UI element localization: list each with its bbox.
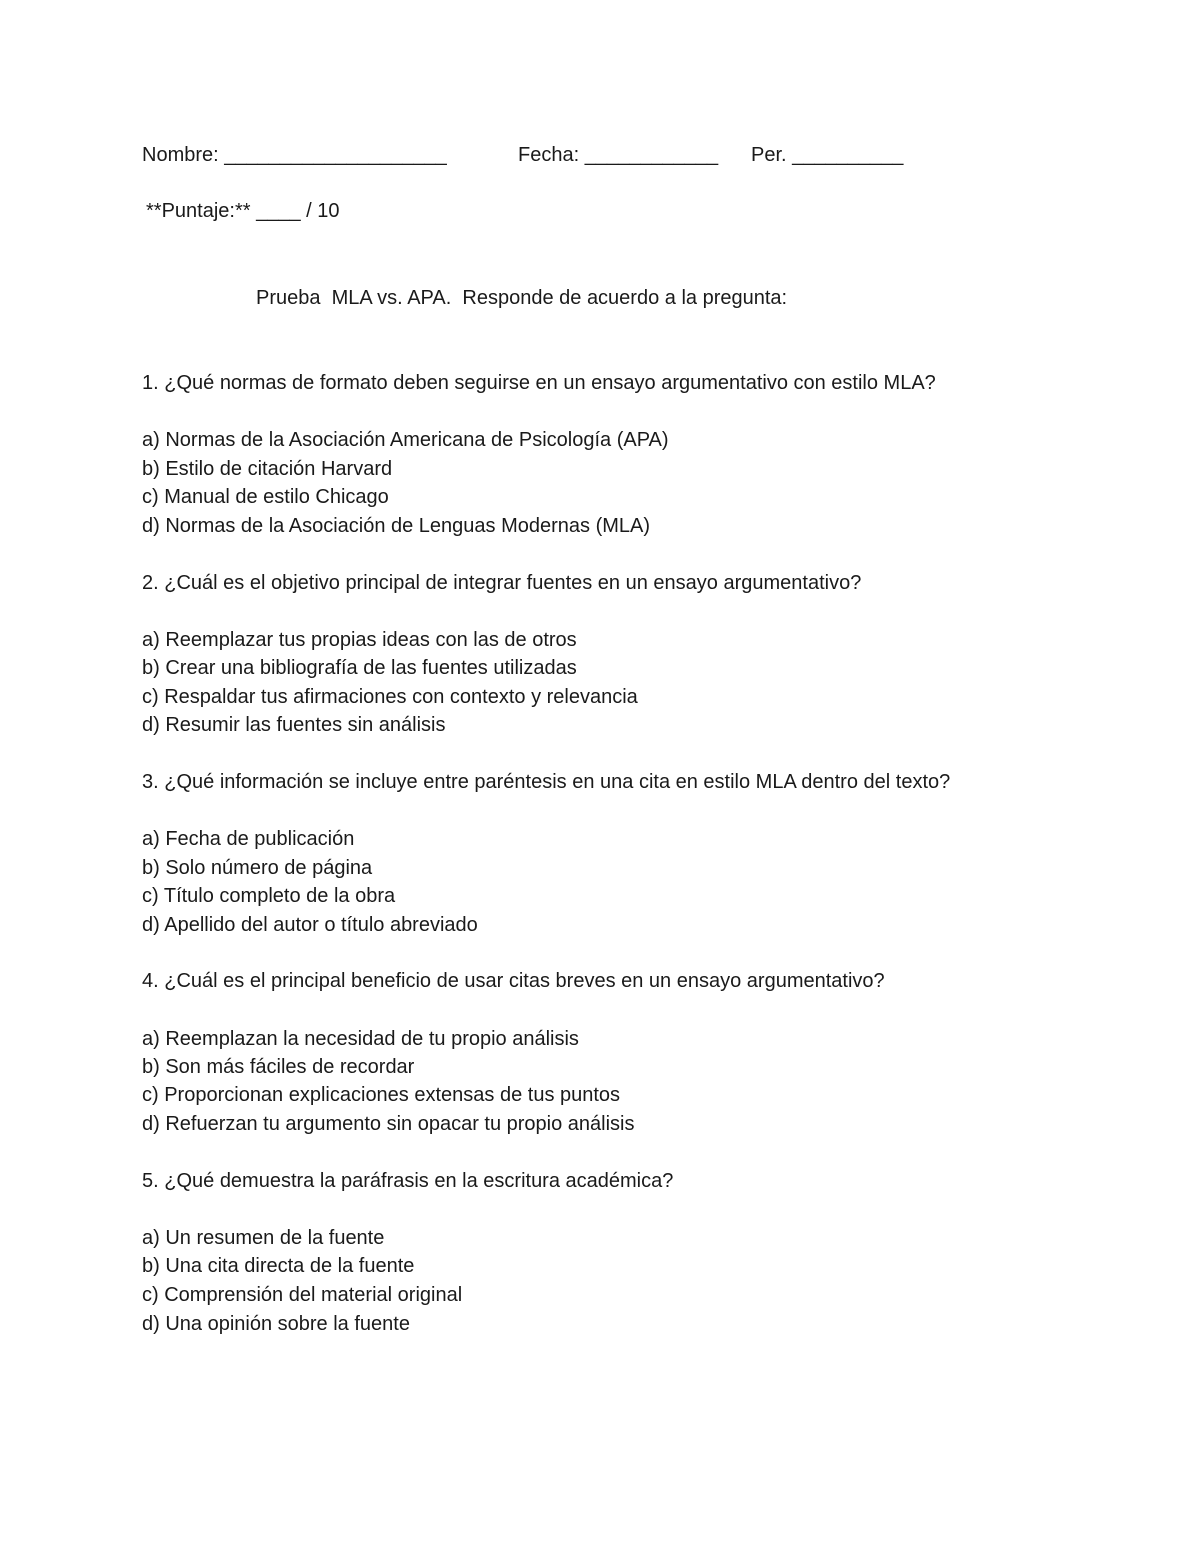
answer-option: b) Son más fáciles de recordar bbox=[142, 1056, 415, 1078]
answer-option: d) Resumir las fuentes sin análisis bbox=[142, 714, 446, 736]
answer-option: d) Normas de la Asociación de Lenguas Modernas (MLA) bbox=[142, 515, 651, 537]
answer-option: c) Manual de estilo Chicago bbox=[142, 486, 389, 508]
score-line: **Puntaje:** ____ / 10 bbox=[146, 200, 340, 222]
answer-option: c) Proporcionan explicaciones extensas de tus puntos bbox=[142, 1084, 621, 1106]
answer-option: b) Estilo de citación Harvard bbox=[142, 458, 393, 480]
question-text: 5. ¿Qué demuestra la paráfrasis en la escritura académica? bbox=[142, 1170, 674, 1192]
student-info-row bbox=[142, 143, 1042, 167]
answer-option: a) Un resumen de la fuente bbox=[142, 1227, 385, 1249]
answer-option: a) Reemplazan la necesidad de tu propio análisis bbox=[142, 1028, 579, 1050]
answer-option: d) Apellido del autor o título abreviado bbox=[142, 914, 478, 936]
answer-option: d) Refuerzan tu argumento sin opacar tu propio análisis bbox=[142, 1113, 635, 1135]
answer-option: b) Una cita directa de la fuente bbox=[142, 1255, 415, 1277]
question-text: 4. ¿Cuál es el principal beneficio de usar citas breves en un ensayo argumentativo? bbox=[142, 970, 885, 992]
answer-option: a) Fecha de publicación bbox=[142, 828, 355, 850]
answer-option: b) Solo número de página bbox=[142, 857, 373, 879]
question-text: 3. ¿Qué información se incluye entre paréntesis en una cita en estilo MLA dentro del texto? bbox=[142, 771, 951, 793]
answer-option: a) Reemplazar tus propias ideas con las de otros bbox=[142, 629, 577, 651]
answer-option: a) Normas de la Asociación Americana de Psicología (APA) bbox=[142, 429, 669, 451]
question-text: 1. ¿Qué normas de formato deben seguirse en un ensayo argumentativo con estilo MLA? bbox=[142, 372, 936, 394]
date-field: Fecha: ____________ bbox=[518, 144, 719, 166]
answer-option: c) Respaldar tus afirmaciones con contexto y relevancia bbox=[142, 686, 638, 708]
question-text: 2. ¿Cuál es el objetivo principal de integrar fuentes en un ensayo argumentativo? bbox=[142, 572, 862, 594]
answer-option: c) Comprensión del material original bbox=[142, 1284, 463, 1306]
answer-option: d) Una opinión sobre la fuente bbox=[142, 1313, 410, 1335]
answer-option: c) Título completo de la obra bbox=[142, 885, 396, 907]
answer-option: b) Crear una bibliografía de las fuentes utilizadas bbox=[142, 657, 577, 679]
name-field: Nombre: ____________________ bbox=[142, 144, 447, 166]
period-field: Per. __________ bbox=[751, 144, 904, 166]
quiz-title: Prueba MLA vs. APA. Responde de acuerdo a la pregunta: bbox=[256, 287, 788, 309]
